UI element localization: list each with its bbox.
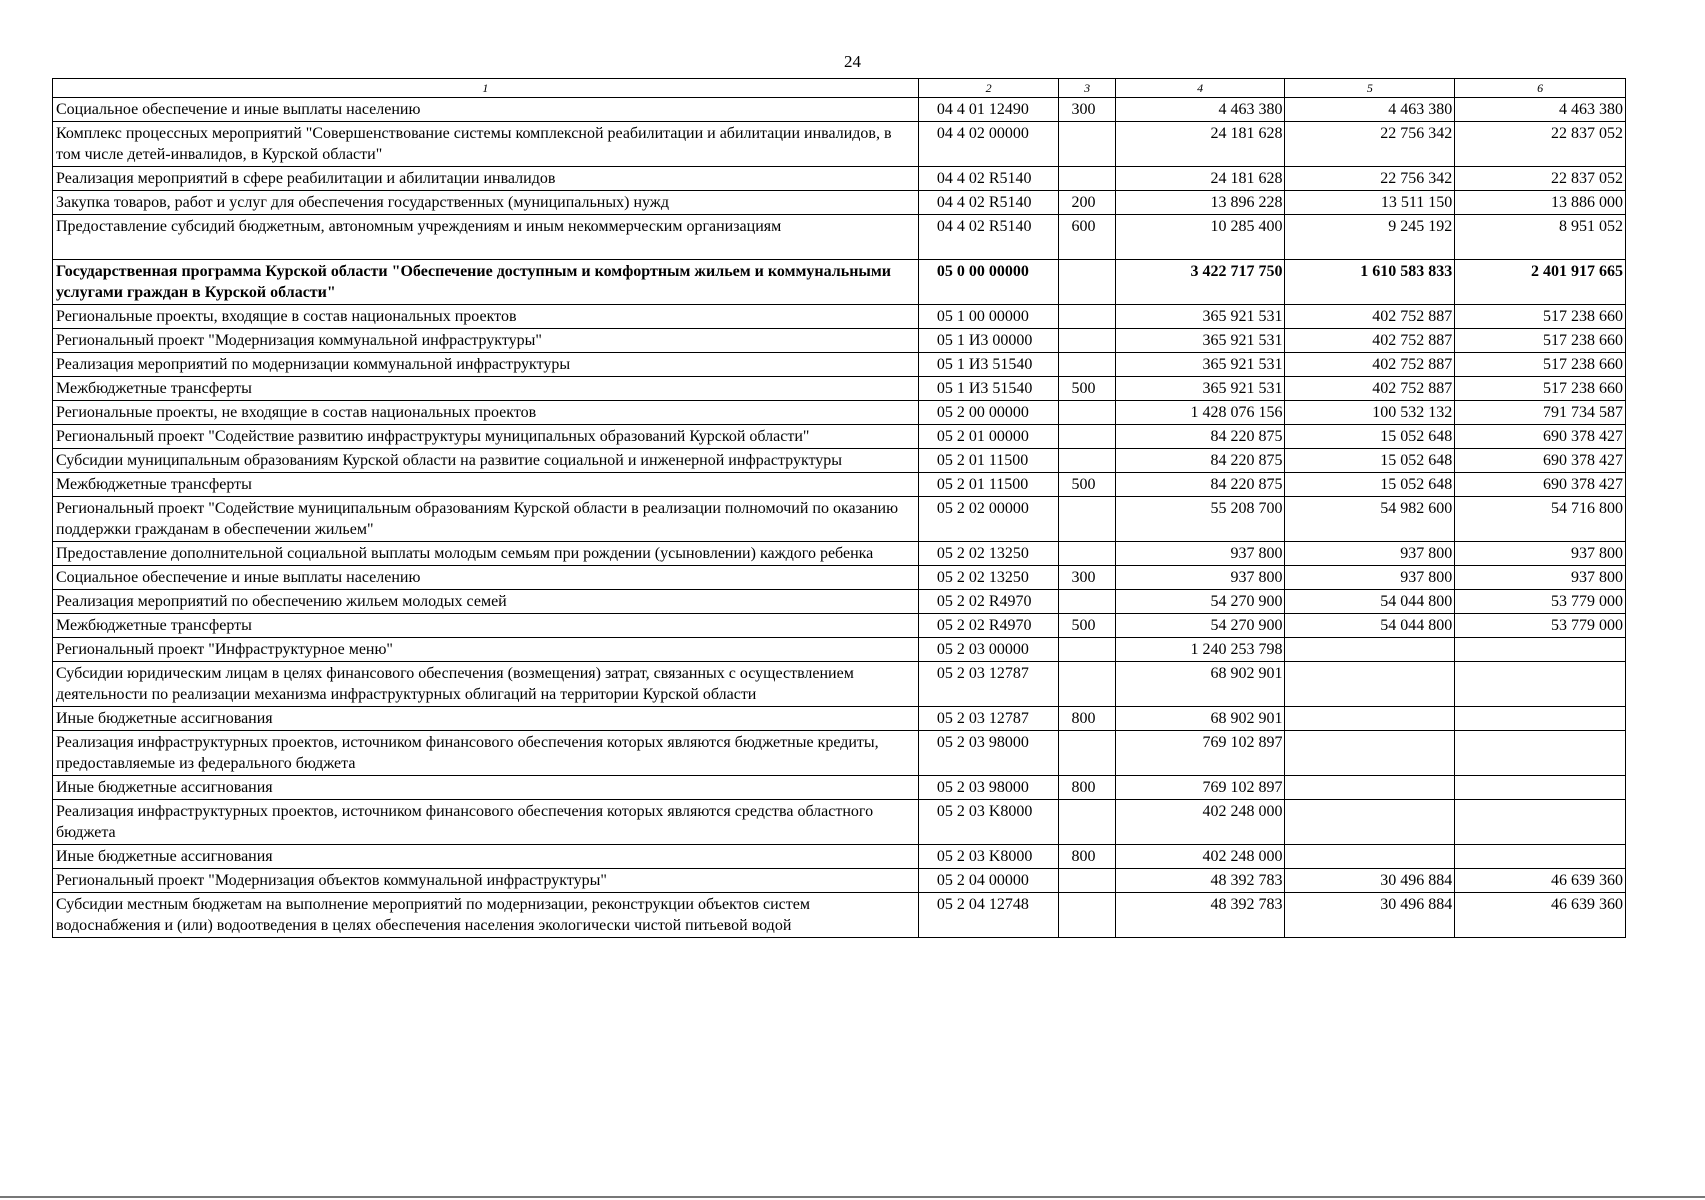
row-amount-1-cell: 48 392 783	[1115, 893, 1285, 938]
row-amount-1-cell: 10 285 400	[1115, 215, 1285, 260]
row-name-cell: Комплекс процессных мероприятий "Совершенствование системы комплексной реабилитации и абилитации инвалидов, в том числе детей-инвалидов, в Курской области"	[53, 122, 919, 167]
row-expense-type-cell: 800	[1059, 776, 1115, 800]
row-amount-1-cell: 402 248 000	[1115, 845, 1285, 869]
row-expense-type-cell: 500	[1059, 377, 1115, 401]
row-expense-type-cell	[1059, 590, 1115, 614]
row-amount-1-cell: 13 896 228	[1115, 191, 1285, 215]
row-amount-3-cell: 53 779 000	[1455, 590, 1626, 614]
table-row	[53, 662, 1626, 707]
row-amount-1-cell: 84 220 875	[1115, 473, 1285, 497]
row-amount-3-cell: 517 238 660	[1455, 329, 1626, 353]
row-code-cell: 04 4 02 R5140	[918, 167, 1059, 191]
row-code-cell: 05 1 00 00000	[918, 305, 1059, 329]
row-amount-1-cell: 48 392 783	[1115, 869, 1285, 893]
row-name-cell: Межбюджетные трансферты	[53, 377, 919, 401]
row-code-cell: 04 4 02 R5140	[918, 191, 1059, 215]
row-name-cell: Реализация инфраструктурных проектов, источником финансового обеспечения которых являются бюджетные кредиты, предоставляемые из федерального бюджета	[53, 731, 919, 776]
row-amount-2-cell: 15 052 648	[1285, 449, 1455, 473]
row-amount-2-cell: 30 496 884	[1285, 893, 1455, 938]
row-code-cell: 05 2 03 12787	[918, 707, 1059, 731]
table-row	[53, 401, 1626, 425]
row-expense-type-cell: 300	[1059, 566, 1115, 590]
row-amount-3-cell	[1455, 776, 1626, 800]
row-amount-3-cell: 690 378 427	[1455, 473, 1626, 497]
row-expense-type-cell: 300	[1059, 98, 1115, 122]
row-amount-2-cell	[1285, 662, 1455, 707]
row-amount-3-cell: 937 800	[1455, 566, 1626, 590]
row-name-cell: Социальное обеспечение и иные выплаты населению	[53, 98, 919, 122]
row-code-cell: 05 2 00 00000	[918, 401, 1059, 425]
row-amount-2-cell: 1 610 583 833	[1285, 260, 1455, 305]
column-number: 2	[918, 79, 1059, 98]
table-row	[53, 590, 1626, 614]
row-amount-2-cell: 22 756 342	[1285, 122, 1455, 167]
row-amount-2-cell	[1285, 707, 1455, 731]
row-amount-2-cell: 54 044 800	[1285, 590, 1455, 614]
row-name-cell: Государственная программа Курской области "Обеспечение доступным и комфортным жильем и коммунальными услугами граждан в Курской области"	[53, 260, 919, 305]
row-code-cell: 05 2 03 00000	[918, 638, 1059, 662]
row-amount-1-cell: 1 428 076 156	[1115, 401, 1285, 425]
row-expense-type-cell	[1059, 305, 1115, 329]
row-name-cell: Региональный проект "Содействие развитию инфраструктуры муниципальных образований Курской области"	[53, 425, 919, 449]
row-code-cell: 05 2 02 13250	[918, 566, 1059, 590]
column-number: 1	[53, 79, 919, 98]
row-code-cell: 05 2 02 00000	[918, 497, 1059, 542]
row-code-cell: 05 2 03 K8000	[918, 800, 1059, 845]
row-amount-1-cell: 24 181 628	[1115, 167, 1285, 191]
row-expense-type-cell	[1059, 869, 1115, 893]
row-amount-3-cell: 791 734 587	[1455, 401, 1626, 425]
row-expense-type-cell	[1059, 449, 1115, 473]
table-row	[53, 800, 1626, 845]
row-amount-3-cell: 690 378 427	[1455, 425, 1626, 449]
row-code-cell: 05 2 01 11500	[918, 449, 1059, 473]
table-row	[53, 497, 1626, 542]
column-number: 5	[1285, 79, 1455, 98]
row-name-cell: Реализация мероприятий по модернизации коммунальной инфраструктуры	[53, 353, 919, 377]
row-name-cell: Реализация инфраструктурных проектов, источником финансового обеспечения которых являются средства областного бюджета	[53, 800, 919, 845]
row-amount-1-cell: 937 800	[1115, 566, 1285, 590]
row-amount-3-cell: 13 886 000	[1455, 191, 1626, 215]
row-amount-2-cell: 15 052 648	[1285, 473, 1455, 497]
row-amount-3-cell	[1455, 638, 1626, 662]
row-amount-1-cell: 68 902 901	[1115, 662, 1285, 707]
row-name-cell: Иные бюджетные ассигнования	[53, 845, 919, 869]
row-expense-type-cell	[1059, 329, 1115, 353]
row-amount-1-cell: 84 220 875	[1115, 449, 1285, 473]
table-row	[53, 566, 1626, 590]
row-amount-1-cell: 365 921 531	[1115, 353, 1285, 377]
budget-table	[52, 78, 1626, 938]
row-code-cell: 05 2 04 00000	[918, 869, 1059, 893]
row-code-cell: 05 1 И3 00000	[918, 329, 1059, 353]
row-amount-3-cell: 517 238 660	[1455, 305, 1626, 329]
row-name-cell: Региональный проект "Содействие муниципальным образованиям Курской области в реализации полномочий по оказанию поддержки гражданам в обеспечении жильем"	[53, 497, 919, 542]
row-amount-2-cell: 402 752 887	[1285, 353, 1455, 377]
row-expense-type-cell	[1059, 260, 1115, 305]
table-row	[53, 638, 1626, 662]
row-amount-3-cell: 54 716 800	[1455, 497, 1626, 542]
row-expense-type-cell	[1059, 167, 1115, 191]
row-amount-2-cell: 30 496 884	[1285, 869, 1455, 893]
row-expense-type-cell: 800	[1059, 845, 1115, 869]
row-name-cell: Субсидии юридическим лицам в целях финансового обеспечения (возмещения) затрат, связанных с осуществлением деятельности по реализации механизма инфраструктурных облигаций на территории Курской области	[53, 662, 919, 707]
row-amount-1-cell: 365 921 531	[1115, 305, 1285, 329]
table-row	[53, 305, 1626, 329]
row-amount-2-cell: 22 756 342	[1285, 167, 1455, 191]
row-expense-type-cell: 500	[1059, 473, 1115, 497]
table-row	[53, 260, 1626, 305]
row-code-cell: 05 2 03 98000	[918, 731, 1059, 776]
row-expense-type-cell: 200	[1059, 191, 1115, 215]
column-number: 6	[1455, 79, 1626, 98]
row-amount-2-cell: 54 044 800	[1285, 614, 1455, 638]
row-amount-3-cell	[1455, 662, 1626, 707]
column-number-header-row	[53, 79, 1626, 98]
row-amount-3-cell: 690 378 427	[1455, 449, 1626, 473]
row-amount-2-cell	[1285, 800, 1455, 845]
row-code-cell: 05 2 03 12787	[918, 662, 1059, 707]
row-code-cell: 05 1 И3 51540	[918, 377, 1059, 401]
page-edge-line	[0, 1196, 1705, 1198]
page-number: 24	[844, 52, 861, 71]
row-amount-3-cell: 8 951 052	[1455, 215, 1626, 260]
row-amount-2-cell: 4 463 380	[1285, 98, 1455, 122]
row-expense-type-cell	[1059, 731, 1115, 776]
row-expense-type-cell	[1059, 425, 1115, 449]
row-amount-2-cell: 402 752 887	[1285, 377, 1455, 401]
row-amount-1-cell: 365 921 531	[1115, 377, 1285, 401]
row-amount-1-cell: 402 248 000	[1115, 800, 1285, 845]
row-amount-1-cell: 55 208 700	[1115, 497, 1285, 542]
table-row	[53, 329, 1626, 353]
row-code-cell: 05 2 03 K8000	[918, 845, 1059, 869]
row-code-cell: 05 2 02 13250	[918, 542, 1059, 566]
table-row	[53, 98, 1626, 122]
row-amount-3-cell	[1455, 845, 1626, 869]
table-row	[53, 167, 1626, 191]
table-row	[53, 473, 1626, 497]
row-name-cell: Региональные проекты, входящие в состав национальных проектов	[53, 305, 919, 329]
row-amount-2-cell: 54 982 600	[1285, 497, 1455, 542]
row-amount-3-cell: 46 639 360	[1455, 869, 1626, 893]
row-amount-1-cell: 769 102 897	[1115, 731, 1285, 776]
row-expense-type-cell	[1059, 542, 1115, 566]
table-row	[53, 542, 1626, 566]
row-code-cell: 05 0 00 00000	[918, 260, 1059, 305]
table-row	[53, 122, 1626, 167]
row-amount-3-cell	[1455, 707, 1626, 731]
row-amount-2-cell: 15 052 648	[1285, 425, 1455, 449]
row-name-cell: Предоставление дополнительной социальной выплаты молодым семьям при рождении (усыновлении) каждого ребенка	[53, 542, 919, 566]
row-amount-2-cell	[1285, 845, 1455, 869]
row-amount-1-cell: 24 181 628	[1115, 122, 1285, 167]
row-amount-2-cell	[1285, 638, 1455, 662]
row-amount-2-cell: 937 800	[1285, 542, 1455, 566]
row-amount-1-cell: 1 240 253 798	[1115, 638, 1285, 662]
row-amount-1-cell: 365 921 531	[1115, 329, 1285, 353]
row-expense-type-cell	[1059, 638, 1115, 662]
row-amount-3-cell: 517 238 660	[1455, 377, 1626, 401]
row-code-cell: 05 2 01 11500	[918, 473, 1059, 497]
row-name-cell: Региональный проект "Модернизация коммунальной инфраструктуры"	[53, 329, 919, 353]
row-expense-type-cell: 500	[1059, 614, 1115, 638]
row-amount-1-cell: 937 800	[1115, 542, 1285, 566]
row-amount-3-cell	[1455, 731, 1626, 776]
table-row	[53, 353, 1626, 377]
row-name-cell: Иные бюджетные ассигнования	[53, 776, 919, 800]
row-code-cell: 05 2 04 12748	[918, 893, 1059, 938]
row-expense-type-cell	[1059, 122, 1115, 167]
row-amount-2-cell: 13 511 150	[1285, 191, 1455, 215]
table-row	[53, 731, 1626, 776]
table-row	[53, 845, 1626, 869]
table-row	[53, 191, 1626, 215]
row-amount-3-cell: 517 238 660	[1455, 353, 1626, 377]
table-row	[53, 215, 1626, 260]
row-amount-3-cell: 2 401 917 665	[1455, 260, 1626, 305]
row-expense-type-cell	[1059, 662, 1115, 707]
row-name-cell: Предоставление субсидий бюджетным, автономным учреждениям и иным некоммерческим организациям	[53, 215, 919, 260]
column-number: 3	[1059, 79, 1115, 98]
table-row	[53, 707, 1626, 731]
row-name-cell: Субсидии муниципальным образованиям Курской области на развитие социальной и инженерной инфраструктуры	[53, 449, 919, 473]
row-name-cell: Региональные проекты, не входящие в состав национальных проектов	[53, 401, 919, 425]
row-amount-2-cell: 402 752 887	[1285, 329, 1455, 353]
row-amount-1-cell: 769 102 897	[1115, 776, 1285, 800]
row-amount-2-cell: 937 800	[1285, 566, 1455, 590]
row-amount-1-cell: 54 270 900	[1115, 614, 1285, 638]
row-code-cell: 04 4 02 00000	[918, 122, 1059, 167]
row-name-cell: Межбюджетные трансферты	[53, 614, 919, 638]
table-row	[53, 893, 1626, 938]
row-amount-3-cell	[1455, 800, 1626, 845]
row-amount-3-cell: 53 779 000	[1455, 614, 1626, 638]
column-number: 4	[1115, 79, 1285, 98]
table-row	[53, 377, 1626, 401]
row-expense-type-cell	[1059, 401, 1115, 425]
row-code-cell: 04 4 01 12490	[918, 98, 1059, 122]
row-amount-1-cell: 68 902 901	[1115, 707, 1285, 731]
row-name-cell: Реализация мероприятий в сфере реабилитации и абилитации инвалидов	[53, 167, 919, 191]
row-name-cell: Региональный проект "Модернизация объектов коммунальной инфраструктуры"	[53, 869, 919, 893]
row-name-cell: Иные бюджетные ассигнования	[53, 707, 919, 731]
row-expense-type-cell	[1059, 497, 1115, 542]
row-amount-3-cell: 22 837 052	[1455, 122, 1626, 167]
table-row	[53, 776, 1626, 800]
row-name-cell: Реализация мероприятий по обеспечению жильем молодых семей	[53, 590, 919, 614]
row-code-cell: 04 4 02 R5140	[918, 215, 1059, 260]
row-expense-type-cell: 600	[1059, 215, 1115, 260]
row-expense-type-cell	[1059, 893, 1115, 938]
row-name-cell: Социальное обеспечение и иные выплаты населению	[53, 566, 919, 590]
row-expense-type-cell	[1059, 800, 1115, 845]
row-amount-2-cell: 9 245 192	[1285, 215, 1455, 260]
table-row	[53, 425, 1626, 449]
row-code-cell: 05 2 03 98000	[918, 776, 1059, 800]
row-amount-3-cell: 46 639 360	[1455, 893, 1626, 938]
row-name-cell: Межбюджетные трансферты	[53, 473, 919, 497]
row-code-cell: 05 2 02 R4970	[918, 614, 1059, 638]
row-name-cell: Субсидии местным бюджетам на выполнение мероприятий по модернизации, реконструкции объектов систем водоснабжения и (или) водоотведения в целях обеспечения населения экологически чистой питьевой водой	[53, 893, 919, 938]
row-amount-1-cell: 84 220 875	[1115, 425, 1285, 449]
row-amount-2-cell	[1285, 776, 1455, 800]
row-code-cell: 05 1 И3 51540	[918, 353, 1059, 377]
row-amount-3-cell: 22 837 052	[1455, 167, 1626, 191]
row-expense-type-cell: 800	[1059, 707, 1115, 731]
row-amount-3-cell: 4 463 380	[1455, 98, 1626, 122]
row-expense-type-cell	[1059, 353, 1115, 377]
table-row	[53, 869, 1626, 893]
row-amount-2-cell	[1285, 731, 1455, 776]
row-amount-3-cell: 937 800	[1455, 542, 1626, 566]
row-amount-2-cell: 402 752 887	[1285, 305, 1455, 329]
row-name-cell: Региональный проект "Инфраструктурное меню"	[53, 638, 919, 662]
table-row	[53, 449, 1626, 473]
row-amount-2-cell: 100 532 132	[1285, 401, 1455, 425]
row-amount-1-cell: 3 422 717 750	[1115, 260, 1285, 305]
row-code-cell: 05 2 02 R4970	[918, 590, 1059, 614]
row-code-cell: 05 2 01 00000	[918, 425, 1059, 449]
row-amount-1-cell: 4 463 380	[1115, 98, 1285, 122]
table-row	[53, 614, 1626, 638]
row-name-cell: Закупка товаров, работ и услуг для обеспечения государственных (муниципальных) нужд	[53, 191, 919, 215]
row-amount-1-cell: 54 270 900	[1115, 590, 1285, 614]
